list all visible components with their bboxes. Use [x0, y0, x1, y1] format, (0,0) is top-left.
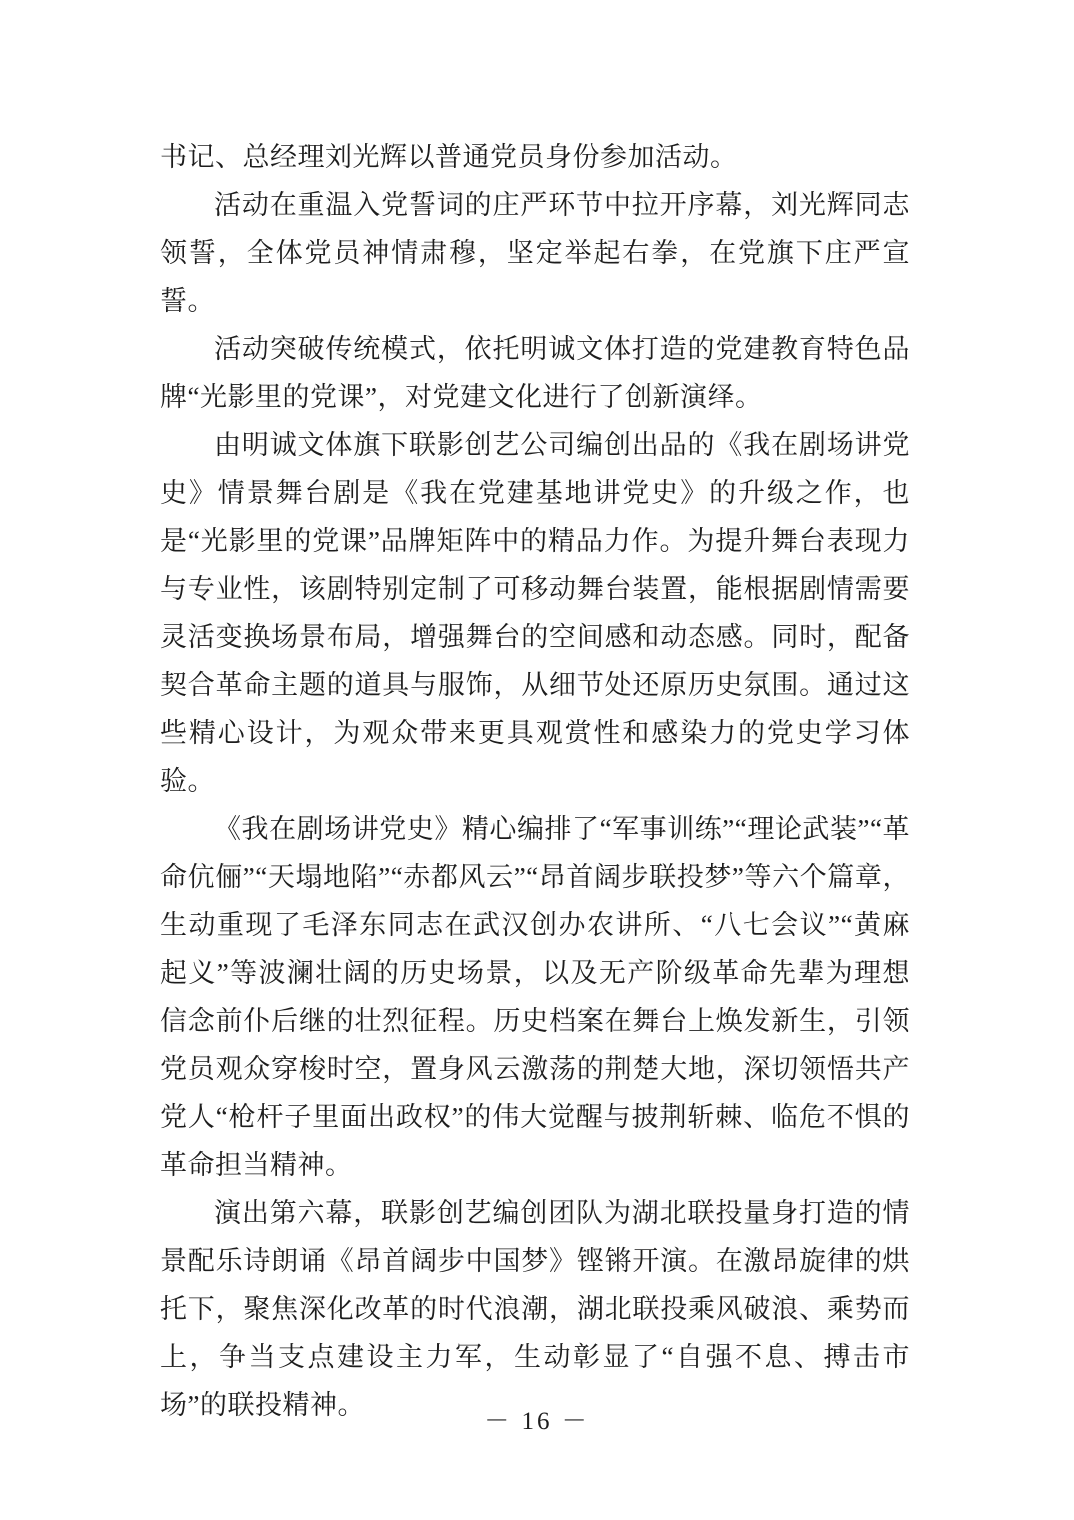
- paragraph: 活动在重温入党誓词的庄严环节中拉开序幕，刘光辉同志领誓，全体党员神情肃穆，坚定举起右拳，在党旗下庄严宣誓。: [160, 190, 910, 316]
- page-number: － 16 －: [484, 1408, 590, 1435]
- paragraph: 演出第六幕，联影创艺编创团队为湖北联投量身打造的情景配乐诗朗诵《昂首阔步中国梦》铿锵开演。在激昂旋律的烘托下，聚焦深化改革的时代浪潮，湖北联投乘风破浪、乘势而上，争当支点建设主力军，生动彰显了“自强不息、搏击市场”的联投精神。: [160, 1198, 910, 1420]
- paragraph: 由明诚文体旗下联影创艺公司编创出品的《我在剧场讲党史》情景舞台剧是《我在党建基地讲党史》的升级之作，也是“光影里的党课”品牌矩阵中的精品力作。为提升舞台表现力与专业性，该剧特别定制了可移动舞台装置，能根据剧情需要灵活变换场景布局，增强舞台的空间感和动态感。同时，配备契合革命主题的道具与服饰，从细节处还原历史氛围。通过这些精心设计，为观众带来更具观赏性和感染力的党史学习体验。: [160, 430, 910, 796]
- paragraph: 书记、总经理刘光辉以普通党员身份参加活动。: [160, 142, 738, 172]
- paragraph: 《我在剧场讲党史》精心编排了“军事训练”“理论武装”“革命伉俪”“天塌地陷”“赤都风云”“昂首阔步联投梦”等六个篇章，生动重现了毛泽东同志在武汉创办农讲所、“八七会议”“黄麻起义”等波澜壮阔的历史场景，以及无产阶级革命先辈为理想信念前仆后继的壮烈征程。历史档案在舞台上焕发新生，引领党员观众穿梭时空，置身风云激荡的荆楚大地，深切领悟共产党人“枪杆子里面出政权”的伟大觉醒与披荆斩棘、临危不惧的革命担当精神。: [160, 814, 910, 1180]
- document-body: [160, 133, 910, 1429]
- paragraph: 活动突破传统模式，依托明诚文体打造的党建教育特色品牌“光影里的党课”，对党建文化进行了创新演绎。: [160, 334, 910, 412]
